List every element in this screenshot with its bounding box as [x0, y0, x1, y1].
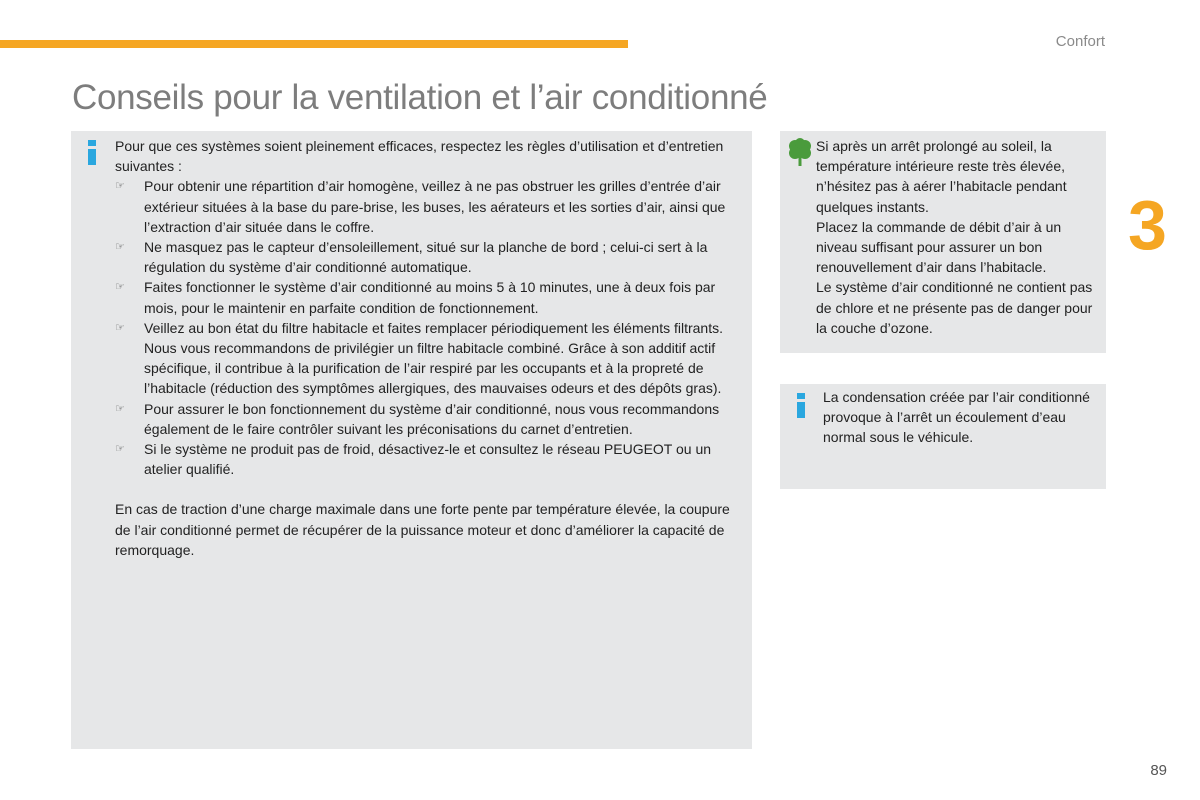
eco-paragraph: Le système d’air conditionné ne contient pas de chlore et ne présente pas de danger pour la couche d’ozone. — [816, 279, 1093, 336]
eco-paragraph: Si après un arrêt prolongé au soleil, la température intérieure reste très élevée, n’hésitez pas à aérer l’habitacle pendant quelques instants. — [816, 138, 1067, 215]
eco-paragraph: Placez la commande de débit d’air à un niveau suffisant pour assurer un bon renouvellement d’air dans l’habitacle. — [816, 218, 1062, 276]
chapter-number: 3 — [1128, 186, 1167, 264]
towing-note: En cas de traction d’une charge maximale dans une forte pente par température élevée, la coupure de l’air conditionné permet de récupérer de la puissance moteur et donc d’améliorer la capacité de remorquage. — [115, 501, 730, 558]
info-icon — [796, 393, 806, 418]
pointing-hand-icon: ☞ — [115, 281, 125, 294]
list-item — [115, 399, 744, 439]
eco-tip-box — [780, 131, 1106, 353]
list-item-text: Faites fonctionner le système d’air conditionné au moins 5 à 10 minutes, une à deux fois par mois, pour le maintenir en parfaite condition de fonctionnement. — [144, 279, 716, 316]
pointing-hand-icon: ☞ — [115, 241, 125, 254]
accent-bar — [0, 40, 628, 48]
list-item-text: Pour obtenir une répartition d’air homogène, veillez à ne pas obstruer les grilles d’entrée d’air extérieur situées à la base du pare-brise, les buses, les aérateurs et les sorties d’air, ainsi que l’extraction d’air située dans le coffre. — [144, 178, 726, 235]
condensation-text: La condensation créée par l’air conditionné provoque à l’arrêt un écoulement d’eau normal sous le véhicule. — [823, 389, 1090, 446]
list-item — [115, 439, 744, 479]
main-advice-box — [71, 131, 752, 749]
list-item-text: Ne masquez pas le capteur d’ensoleillement, situé sur la planche de bord ; celui-ci sert à la régulation du système d’air conditionné automatique. — [144, 239, 708, 276]
page-title: Conseils pour la ventilation et l’air conditionné — [72, 78, 768, 117]
pointing-hand-icon: ☞ — [115, 443, 125, 456]
list-item-text: Pour assurer le bon fonctionnement du système d’air conditionné, nous vous recommandons également de le faire contrôler suivant les préconisations du carnet d’entretien. — [144, 400, 720, 437]
pointing-hand-icon: ☞ — [115, 402, 125, 415]
list-item — [115, 318, 744, 399]
advice-list — [115, 176, 744, 479]
info-icon — [87, 140, 97, 165]
eco-leaf-icon — [788, 138, 812, 166]
intro-text: Pour que ces systèmes soient pleinement efficaces, respectez les règles d’utilisation et d’entretien suivantes : — [115, 138, 724, 175]
list-item — [115, 277, 744, 317]
list-item — [115, 176, 744, 237]
pointing-hand-icon: ☞ — [115, 321, 125, 334]
section-label: Confort — [1055, 33, 1105, 50]
filter-note: Nous vous recommandons de privilégier un filtre habitacle combiné. Grâce à son additif actif spécifique, il contribue à la purification de l’air respiré par les occupants et à la propreté de l’habitacle (réduction des symptômes allergiques, des mauvaises odeurs et des dépôts gras). — [144, 340, 722, 397]
list-item-text: Veillez au bon état du filtre habitacle et faites remplacer périodiquement les éléments filtrants. — [144, 319, 723, 336]
page-number: 89 — [1150, 762, 1167, 779]
pointing-hand-icon: ☞ — [115, 180, 125, 193]
condensation-info-box — [780, 384, 1106, 489]
list-item-text: Si le système ne produit pas de froid, désactivez-le et consultez le réseau PEUGEOT ou un atelier qualifié. — [144, 441, 712, 478]
list-item — [115, 237, 744, 277]
